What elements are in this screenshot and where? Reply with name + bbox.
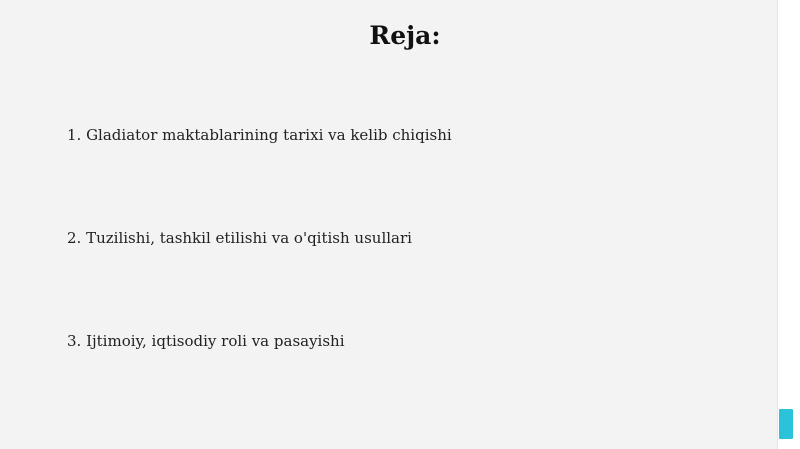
scrollbar-thumb[interactable]	[779, 409, 793, 439]
plan-item-3: 3. Ijtimoiy, iqtisodiy roli va pasayishi	[67, 332, 345, 350]
vertical-scrollbar[interactable]	[777, 0, 800, 449]
plan-item-2: 2. Tuzilishi, tashkil etilishi va o'qitish usullari	[67, 229, 412, 247]
plan-item-1: 1. Gladiator maktablarining tarixi va kelib chiqishi	[67, 126, 452, 144]
page-title: Reja:	[369, 21, 441, 50]
